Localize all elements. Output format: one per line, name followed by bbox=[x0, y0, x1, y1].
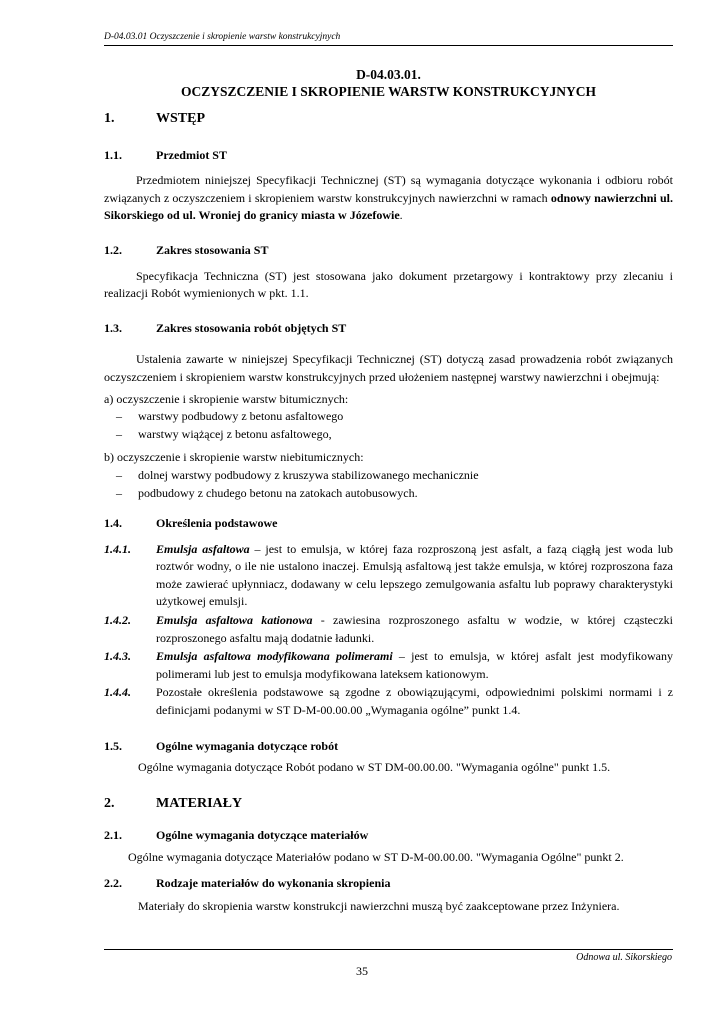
running-footer: Odnowa ul. Sikorskiego bbox=[576, 952, 672, 963]
paragraph-2-1: Ogólne wymagania dotyczące Materiałów podano w ST D-M-00.00.00. "Wymagania Ogólne" punkt 2. bbox=[128, 850, 624, 864]
section-heading-2: 2. MATERIAŁY bbox=[104, 795, 243, 811]
subsection-heading-1-4: 1.4. Określenia podstawowe bbox=[104, 516, 278, 531]
list-item: – warstwy wiążącej z betonu asfaltowego, bbox=[116, 426, 332, 441]
definition-1-4-4: 1.4.4. Pozostałe określenia podstawowe są zgodne z obowiązującymi, odpowiednimi polskimi normami i z definicjami podanymi w ST D-M-00.00.00 „Wymagania ogólne” punkt 1.4. bbox=[104, 685, 673, 718]
list-label-b: b) oczyszczenie i skropienie warstw niebitumicznych: bbox=[104, 450, 364, 465]
page-number: 35 bbox=[356, 964, 368, 978]
subsection-heading-1-1: 1.1. Przedmiot ST bbox=[104, 147, 227, 162]
paragraph-1-5: Ogólne wymagania dotyczące Robót podano w ST DM-00.00.00. "Wymagania ogólne" punkt 1.5. bbox=[138, 760, 611, 775]
subsection-heading-2-2: 2.2. Rodzaje materiałów do wykonania skropienia bbox=[104, 875, 391, 890]
subsection-heading-2-1: 2.1. Ogólne wymagania dotyczące materiałów bbox=[104, 828, 369, 843]
paragraph-1-3: Ustalenia zawarte w niniejszej Specyfikacji Technicznej (ST) dotyczą zasad prowadzenia robót związanych oczyszczeniem i skropieniem warstw konstrukcyjnych przed ułożeniem następnej warstwy nawierzchni i obejmują: bbox=[104, 352, 673, 384]
definition-1-4-1: 1.4.1. Emulsja asfaltowa – jest to emulsja, w której faza rozproszoną jest asfalt, a fazą ciągłą jest woda lub roztwór wodny, o ile nie ustalono inaczej. Emulsją asfaltową jest także emulsja, w której rozproszona faza może zawierać upłynniacz, dodawany w celu lepszego zemulgowania asfaltu lub poprawy charakterystyki użytkowej emulsji. bbox=[104, 541, 673, 609]
subsection-heading-1-5: 1.5. Ogólne wymagania dotyczące robót bbox=[104, 738, 339, 753]
spec-code: D-04.03.01. bbox=[356, 67, 421, 82]
list-item: – dolnej warstwy podbudowy z kruszywa stabilizowanego mechanicznie bbox=[116, 467, 479, 482]
document-body bbox=[104, 66, 673, 916]
paragraph-1-1: Przedmiotem niniejszej Specyfikacji Technicznej (ST) są wymagania dotyczące wykonania i odbioru robót związanych z oczyszczeniem i skropieniem warstw konstrukcyjnych nawierzchni w ramach odnowy nawierzchni ul. Sikorskiego od ul. Wroniej do granicy miasta w Józefowie. bbox=[104, 173, 673, 223]
spec-title: OCZYSZCZENIE I SKROPIENIE WARSTW KONSTRUKCYJNYCH bbox=[180, 84, 597, 99]
paragraph-1-2: Specyfikacja Techniczna (ST) jest stosowana jako dokument przetargowy i kontraktowy przy zlecaniu i realizacji Robót wymienionych w pkt. 1.1. bbox=[104, 268, 673, 301]
subsection-heading-1-2: 1.2. Zakres stosowania ST bbox=[104, 242, 269, 257]
footer-rule bbox=[104, 949, 673, 950]
definition-1-4-3: 1.4.3. Emulsja asfaltowa modyfikowana polimerami – jest to emulsja, w której asfalt jest modyfikowany polimerami lub jest to emulsja modyfikowana lateksem kationowym. bbox=[104, 649, 673, 681]
subsection-heading-1-3: 1.3. Zakres stosowania robót objętych ST bbox=[104, 320, 347, 335]
running-header: D-04.03.01 Oczyszczenie i skropienie warstw konstrukcyjnych bbox=[104, 32, 341, 42]
list-item: – podbudowy z chudego betonu na zatokach autobusowych. bbox=[116, 485, 418, 500]
paragraph-2-2: Materiały do skropienia warstw konstrukcji nawierzchni muszą być zaakceptowane przez Inżyniera. bbox=[138, 899, 620, 914]
section-heading-1: 1. WSTĘP bbox=[104, 111, 206, 126]
header-rule bbox=[104, 45, 673, 46]
list-label-a: a) oczyszczenie i skropienie warstw bitumicznych: bbox=[104, 391, 349, 406]
definition-1-4-2: 1.4.2. Emulsja asfaltowa kationowa - zawiesina rozproszonego asfaltu w wodzie, w której cząsteczki rozproszonego asfaltu mają dodatnie ładunki. bbox=[104, 613, 673, 645]
list-item: – warstwy podbudowy z betonu asfaltowego bbox=[116, 409, 344, 424]
